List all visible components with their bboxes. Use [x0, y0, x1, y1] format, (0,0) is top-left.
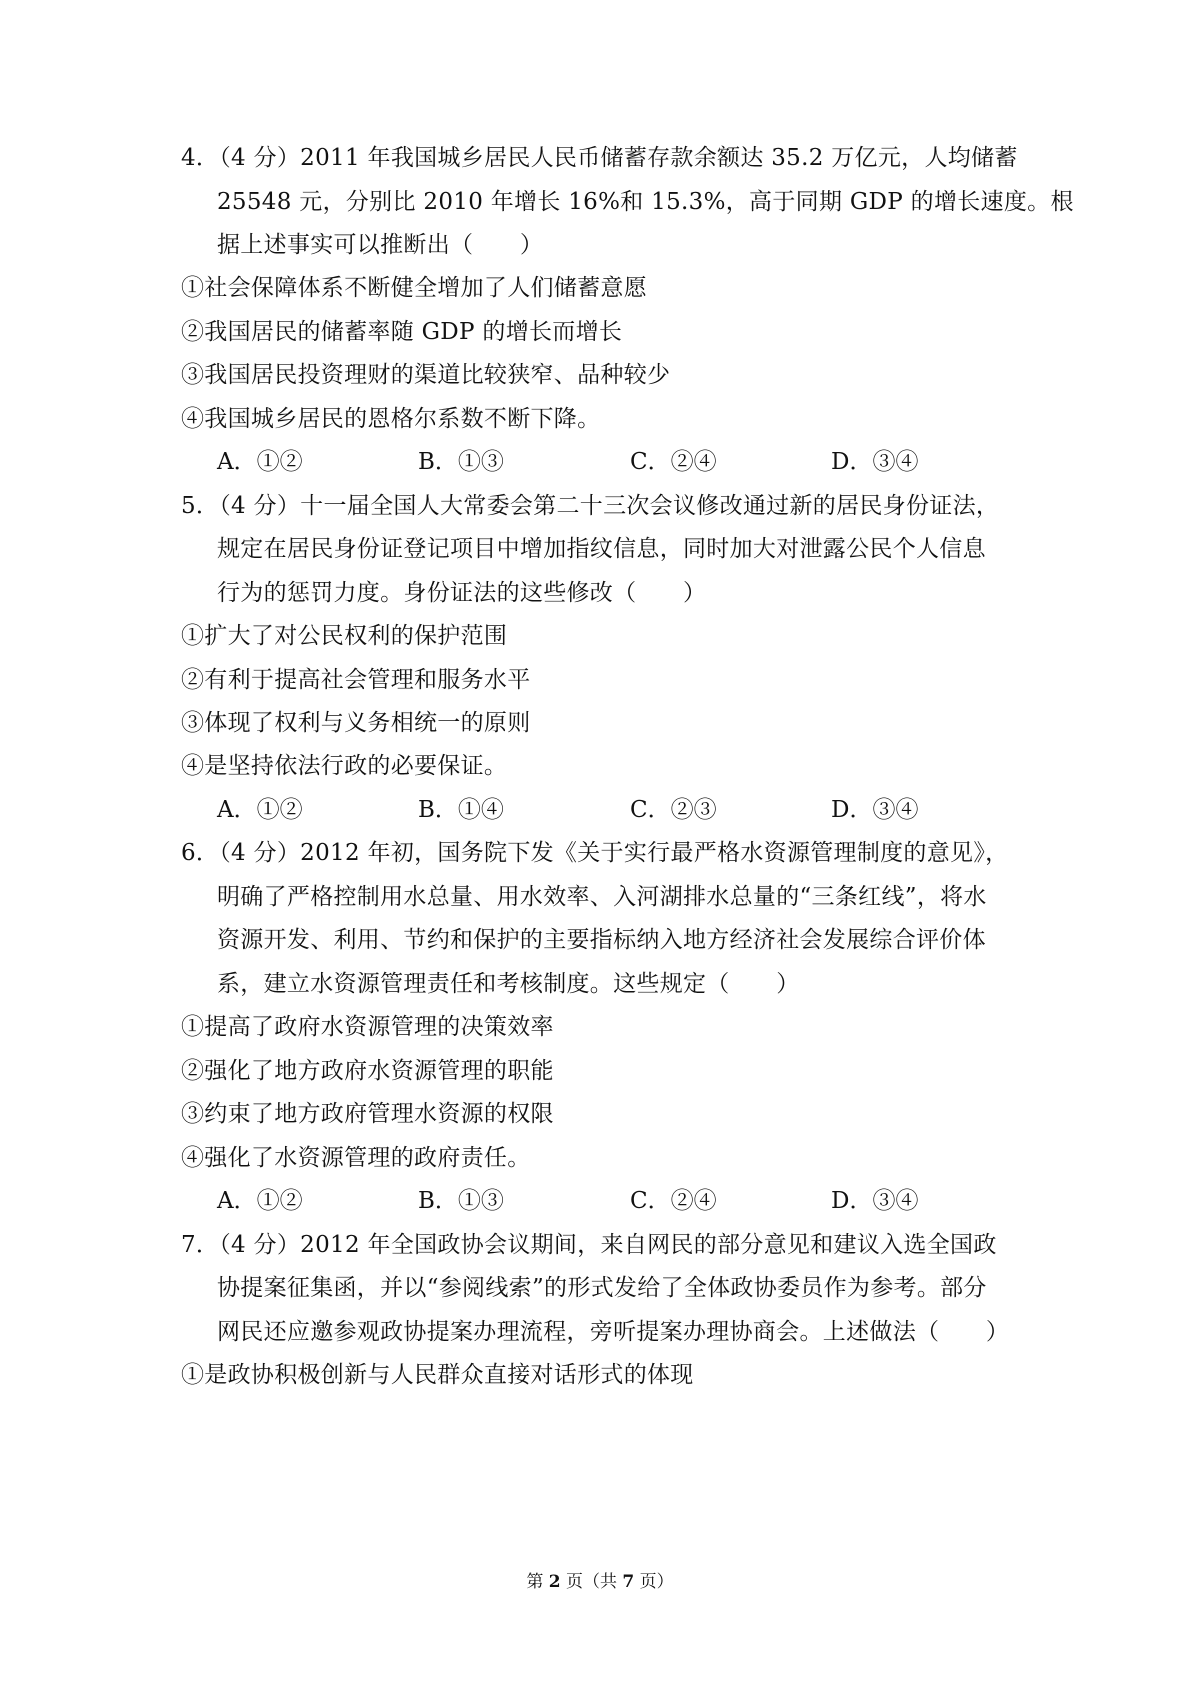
choice-d[interactable]: D．③④ [831, 797, 919, 823]
choice-a[interactable]: A．①② [217, 1188, 303, 1214]
question-6-option-3: ③约束了地方政府管理水资源的权限 [181, 1101, 554, 1127]
question-4-option-3: ③我国居民投资理财的渠道比较狭窄、品种较少 [181, 362, 671, 388]
question-6-line-3: 资源开发、利用、节约和保护的主要指标纳入地方经济社会发展综合评价体 [217, 927, 986, 953]
footer-page-number: 2 [548, 1572, 561, 1592]
choice-d[interactable]: D．③④ [831, 1188, 919, 1214]
question-4-option-2: ②我国居民的储蓄率随 GDP 的增长而增长 [181, 319, 623, 345]
question-4-choices [217, 446, 1037, 478]
footer-total-pages: 7 [622, 1572, 635, 1592]
question-5-option-4: ④是坚持依法行政的必要保证。 [181, 753, 508, 779]
question-6-option-1: ①提高了政府水资源管理的决策效率 [181, 1014, 554, 1040]
footer-suffix: 页） [634, 1572, 674, 1592]
question-4-line-1: 4．（4 分）2011 年我国城乡居民人民币储蓄存款余额达 35.2 万亿元，人均储蓄 [181, 145, 1018, 171]
question-7-option-1: ①是政协积极创新与人民群众直接对话形式的体现 [181, 1362, 694, 1388]
question-6-option-4: ④强化了水资源管理的政府责任。 [181, 1145, 531, 1171]
question-7-line-2: 协提案征集函，并以“参阅线索”的形式发给了全体政协委员作为参考。部分 [217, 1275, 987, 1301]
question-5-option-1: ①扩大了对公民权利的保护范围 [181, 623, 508, 649]
choice-c[interactable]: C．②③ [630, 797, 717, 823]
footer-middle: 页（共 [560, 1572, 623, 1592]
question-5-option-3: ③体现了权利与义务相统一的原则 [181, 710, 531, 736]
question-6-line-4: 系，建立水资源管理责任和考核制度。这些规定（ ） [217, 971, 800, 997]
choice-b[interactable]: B．①③ [418, 1188, 504, 1214]
choice-d[interactable]: D．③④ [831, 449, 919, 475]
choice-c[interactable]: C．②④ [630, 1188, 717, 1214]
footer-prefix: 第 [526, 1572, 549, 1592]
question-6-line-1: 6．（4 分）2012 年初，国务院下发《关于实行最严格水资源管理制度的意见》， [181, 840, 1009, 866]
question-5-option-2: ②有利于提高社会管理和服务水平 [181, 667, 531, 693]
choice-b[interactable]: B．①④ [418, 797, 504, 823]
choice-c[interactable]: C．②④ [630, 449, 717, 475]
question-6-option-2: ②强化了地方政府水资源管理的职能 [181, 1058, 554, 1084]
page-footer [0, 1567, 1200, 1592]
question-7-line-1: 7．（4 分）2012 年全国政协会议期间，来自网民的部分意见和建议入选全国政 [181, 1232, 997, 1258]
question-7-line-3: 网民还应邀参观政协提案办理流程，旁听提案办理协商会。上述做法（ ） [217, 1319, 1010, 1345]
question-4-line-2: 25548 元，分别比 2010 年增长 16%和 15.3%，高于同期 GDP 的增长速度。根 [217, 189, 1074, 215]
question-6-choices [217, 1185, 1037, 1217]
question-4-option-1: ①社会保障体系不断健全增加了人们储蓄意愿 [181, 275, 647, 301]
question-5-line-1: 5．（4 分）十一届全国人大常委会第二十三次会议修改通过新的居民身份证法， [181, 493, 1000, 519]
choice-a[interactable]: A．①② [217, 449, 303, 475]
question-5-line-2: 规定在居民身份证登记项目中增加指纹信息，同时加大对泄露公民个人信息 [217, 536, 986, 562]
question-4-line-3: 据上述事实可以推断出（ ） [217, 232, 544, 258]
choice-b[interactable]: B．①③ [418, 449, 504, 475]
question-5-line-3: 行为的惩罚力度。身份证法的这些修改（ ） [217, 580, 707, 606]
choice-a[interactable]: A．①② [217, 797, 303, 823]
question-6-line-2: 明确了严格控制用水总量、用水效率、入河湖排水总量的“三条红线”，将水 [217, 884, 987, 910]
question-5-choices [217, 794, 1037, 826]
question-4-option-4: ④我国城乡居民的恩格尔系数不断下降。 [181, 406, 601, 432]
